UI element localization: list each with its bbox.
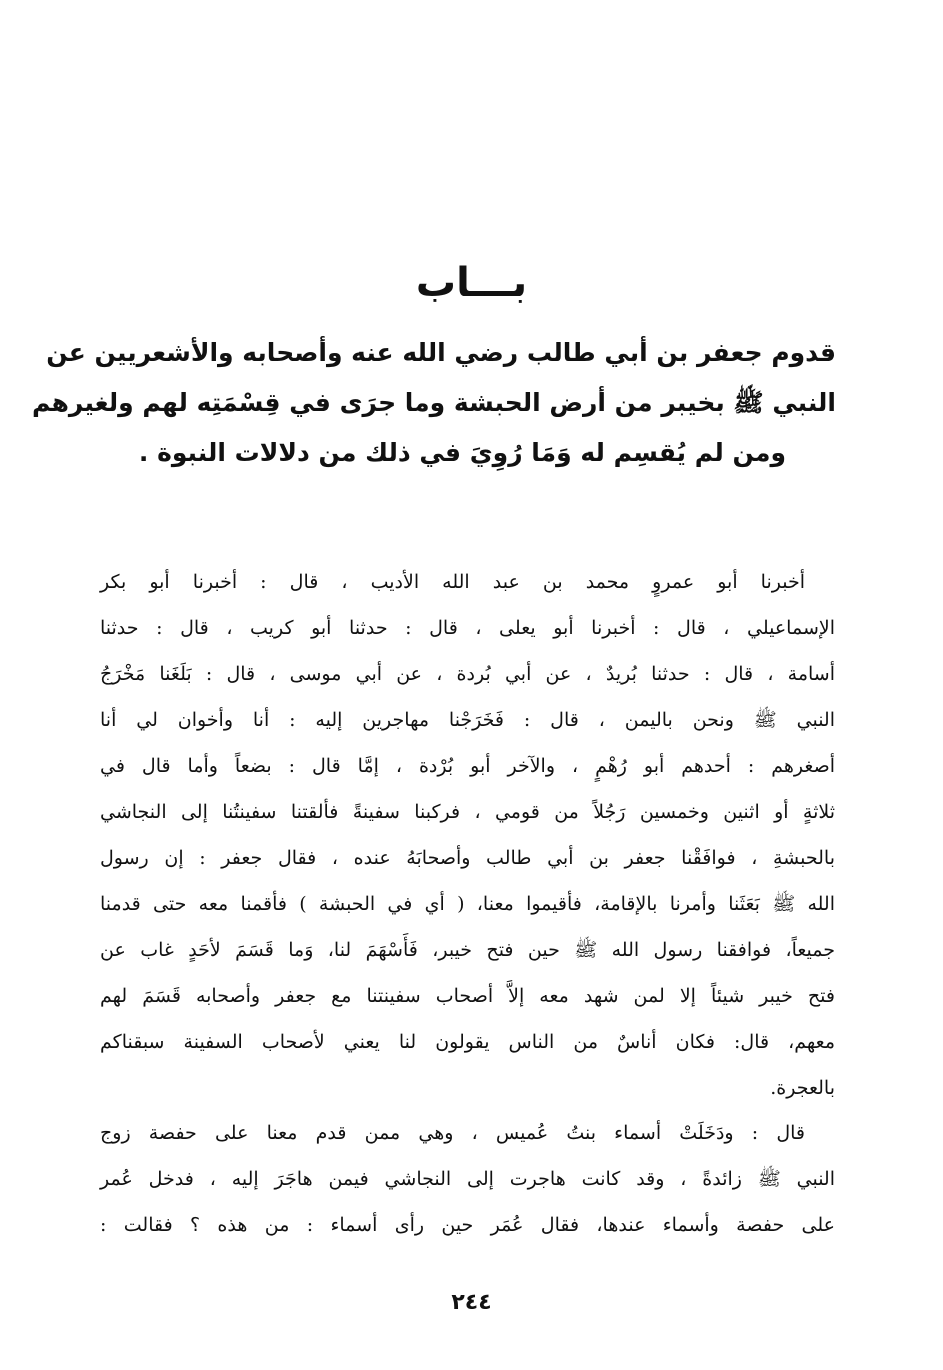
- text-line: بالحبشةِ ، فوافَقْنا جعفر بن أبي طالب وأصحابَهُ عنده ، فقال جعفر : إن رسول: [100, 847, 835, 869]
- text-line: بالعجرة.: [770, 1077, 835, 1099]
- text-line: معهم، قال: فكان أناسٌ من الناس يقولون لنا يعني لأصحاب السفينة سبقناكم: [100, 1031, 835, 1053]
- text-line: جميعاً، فوافقنا رسول الله ﷺ حين فتح خيبر، فَأَسْهَمَ لنا، وَما قَسَمَ لأحَدٍ غاب عن: [100, 939, 835, 961]
- chapter-label: بـــاب: [415, 260, 528, 306]
- heading-line: النبي ﷺ بخيبر من أرض الحبشة وما جرَى في قِسْمَتِه لهم ولغيرهم: [31, 388, 836, 417]
- paragraph: [100, 559, 835, 1111]
- page-number: ٢٤٤: [451, 1290, 492, 1315]
- chapter-heading: [31, 328, 836, 478]
- text-line: أصغرهم : أحدهم أبو رُهْمٍ ، والآخر أبو بُرْدة ، إمَّا قال : بضعاً وأما قال في: [100, 755, 835, 777]
- text-line: أخبرنا أبو عمروٍ محمد بن عبد الله الأديب ، قال : أخبرنا أبو بكر: [100, 571, 805, 593]
- text-line: أسامة ، قال : حدثنا بُريدٌ ، عن أبي بُردة ، عن أبي موسى ، قال : بَلَغَنا مَخْرَجُ: [100, 663, 835, 685]
- text-line: قال : ودَخَلَتْ أسماء بنتُ عُميس ، وهي ممن قدم معنا على حفصة زوج: [100, 1122, 805, 1144]
- text-line: على حفصة وأسماء عندها، فقال عُمَر حين رأى أسماء : من هذه ؟ فقالت :: [100, 1214, 835, 1236]
- heading-line: قدوم جعفر بن أبي طالب رضي الله عنه وأصحابه والأشعريين عن: [46, 338, 836, 367]
- paragraph: [100, 1110, 835, 1248]
- text-line: الله ﷺ بَعَثَنا وأمرنا بالإقامة، فأقيموا معنا، ( أي في الحبشة ) فأقمنا معه حتى قدمنا: [100, 893, 835, 915]
- text-line: الإسماعيلي ، قال : أخبرنا أبو يعلى ، قال : حدثنا أبو كريب ، قال : حدثنا: [100, 617, 835, 639]
- text-line: النبي ﷺ زائدةً ، وقد كانت هاجرت إلى النجاشي فيمن هاجَرَ إليه ، فدخل عُمر: [100, 1168, 835, 1190]
- heading-line: ومن لم يُقسِم له وَمَا رُوِيَ في ذلك من دلالات النبوة .: [138, 438, 786, 467]
- text-line: فتح خيبر شيئاً إلا لمن شهد معه إلاَّ أصحاب سفينتنا مع جعفر وأصحابه قَسَمَ لهم: [100, 985, 835, 1007]
- text-line: النبي ﷺ ونحن باليمن ، قال : فَخَرَجْنا مهاجرين إليه : أنا وأخوان لي أنا: [100, 709, 835, 731]
- text-line: ثلاثةٍ أو اثنين وخمسين رَجُلاً من قومي ، فركبنا سفينةً فألقتنا سفينتُنا إلى النجاشي: [100, 801, 835, 823]
